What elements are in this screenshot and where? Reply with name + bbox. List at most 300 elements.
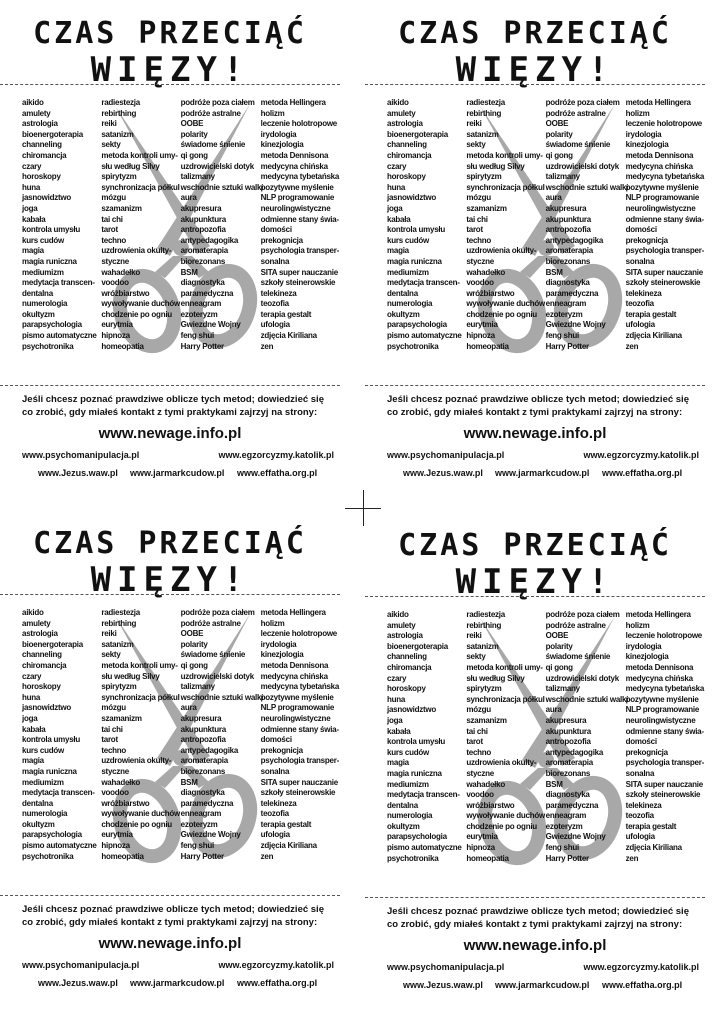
method-item: wywoływanie duchów (466, 299, 545, 309)
method-item: homeopatia (101, 341, 144, 351)
method-item: zen (625, 341, 639, 351)
method-item: Gwiezdne Wojny (545, 832, 606, 842)
method-item: akupunktura (545, 726, 591, 736)
method-item: słu według Silvy (466, 161, 525, 171)
method-item: techno (466, 235, 492, 245)
method-item: horoskopy (387, 684, 426, 694)
method-item: tai chi (466, 726, 488, 736)
method-item: astrologia (387, 119, 423, 129)
method-item: tai chi (466, 214, 488, 224)
main-url-link[interactable]: www.newage.info.pl (98, 935, 242, 952)
method-item: kurs cudów (387, 747, 429, 757)
method-item: mózgu (466, 193, 491, 203)
cut-line-bottom (0, 385, 340, 386)
cut-line-bottom (365, 897, 705, 898)
method-item: aura (545, 193, 562, 203)
method-item: uzdrowienia okulty- (101, 756, 172, 766)
method-item: chodzenie po ogniu (466, 821, 537, 831)
method-item: dentalna (22, 798, 53, 808)
method-item: aikido (22, 608, 44, 617)
method-item: astrologia (22, 629, 58, 639)
method-item: kinezjologia (625, 652, 669, 662)
method-item: bioenergoterapia (387, 129, 448, 139)
method-item: chiromancja (22, 660, 67, 670)
method-item: kurs cudów (22, 235, 64, 245)
method-item: hipnoza (466, 843, 495, 853)
flyer-title-line2: WIĘZY! (455, 50, 615, 90)
method-item: chiromancja (22, 150, 67, 160)
method-item: polarity (545, 641, 573, 651)
method-item: tarot (466, 225, 483, 235)
method-item: rebirthing (101, 618, 137, 628)
method-item: talizmany (180, 172, 215, 182)
method-item: zen (260, 851, 274, 861)
method-item: styczne (466, 768, 494, 778)
method-item: techno (101, 745, 127, 755)
method-item: zdjęcia Kiriliana (260, 841, 317, 851)
method-item: holizm (260, 618, 285, 628)
method-item: pozytywne myślenie (260, 182, 334, 192)
method-item: pozytywne myślenie (625, 182, 699, 192)
method-item: irydologia (625, 129, 662, 139)
method-item: BSM (180, 267, 198, 277)
method-item: zen (260, 341, 274, 351)
method-item: aromaterapia (180, 246, 228, 256)
method-item: diagnostyka (545, 790, 590, 800)
method-item: horoskopy (22, 172, 61, 182)
main-url-link[interactable]: www.newage.info.pl (98, 425, 242, 442)
method-item: psychologia transper- (625, 246, 704, 256)
method-item: świadome śnienie (545, 140, 611, 150)
method-item: spirytyzm (101, 682, 137, 692)
link-effatha[interactable]: www.effatha.org.pl (602, 468, 683, 478)
method-item: kabała (387, 726, 411, 736)
method-item: irydologia (260, 129, 297, 139)
method-item: metoda Dennisona (625, 662, 694, 672)
method-item: psychotronika (22, 851, 74, 861)
method-item: enneagram (545, 299, 587, 309)
method-item: holizm (625, 108, 650, 118)
method-item: synchronizacja półkul (466, 694, 545, 704)
flyer-card (365, 0, 705, 490)
method-item: terapia gestalt (625, 821, 677, 831)
method-item: sekty (466, 652, 486, 662)
link-psychomanipulacja[interactable]: www.psychomanipulacja.pl (387, 962, 505, 972)
method-item: podróże astralne (180, 108, 241, 118)
method-item: wahadełko (466, 267, 505, 277)
method-item: metoda Dennisona (260, 150, 329, 160)
method-item: akupresura (180, 713, 222, 723)
method-item: reiki (101, 119, 117, 129)
method-item: chodzenie po ogniu (466, 309, 537, 319)
method-item: huna (387, 694, 406, 704)
method-item: parapsychologia (387, 832, 447, 842)
cut-line-bottom (0, 895, 340, 896)
method-item: telekineza (625, 288, 662, 298)
method-item: chodzenie po ogniu (101, 819, 172, 829)
method-item: amulety (387, 620, 416, 630)
method-item: tai chi (101, 214, 123, 224)
method-item: psychologia transper- (260, 246, 339, 256)
method-item: czary (22, 671, 42, 681)
method-item: satanizm (101, 129, 134, 139)
method-item: świadome śnienie (545, 652, 611, 662)
method-item: świadome śnienie (180, 140, 246, 150)
method-item: reiki (466, 119, 482, 129)
method-item: szkoły steinerowskie (260, 788, 336, 798)
link-egzorcyzmy[interactable]: www.egzorcyzmy.katolik.pl (218, 450, 334, 460)
main-url-link[interactable]: www.newage.info.pl (463, 425, 607, 442)
method-item: homeopatia (466, 853, 509, 863)
method-item: NLP programowanie (260, 193, 335, 203)
crop-mark-vertical (363, 490, 364, 526)
link-jarmarkcudow[interactable]: www.jarmarkcudow.pl (495, 980, 590, 990)
method-item: czary (22, 161, 42, 171)
method-item: metoda Dennisona (260, 660, 329, 670)
methods-list (387, 98, 705, 352)
method-item: magia (22, 246, 44, 256)
method-item: holizm (625, 620, 650, 630)
method-item: jasnowidztwo (22, 703, 71, 713)
main-url-link[interactable]: www.newage.info.pl (463, 937, 607, 954)
method-item: aikido (387, 98, 409, 107)
method-item: jasnowidztwo (387, 705, 436, 715)
methods-column (626, 98, 705, 352)
methods-column (545, 610, 629, 864)
methods-column (466, 98, 545, 352)
method-item: holizm (260, 108, 285, 118)
method-item: wschodnie sztuki walki (545, 182, 629, 192)
method-item: odmienne stany świa- (625, 214, 704, 224)
method-item: biorezonans (545, 768, 591, 778)
flyer-title-line1: CZAS PRZECIĄĆ (398, 528, 672, 563)
method-item: amulety (387, 108, 416, 118)
method-item: homeopatia (466, 341, 509, 351)
method-item: podróże poza ciałem (545, 610, 620, 619)
method-item: magia runiczna (22, 256, 77, 266)
method-item: uzdrowienia okulty- (466, 758, 537, 768)
method-item: leczenie holotropowe (625, 119, 702, 129)
method-item: feng shui (180, 841, 214, 851)
method-item: amulety (22, 618, 51, 628)
link-effatha[interactable]: www.effatha.org.pl (237, 468, 318, 478)
method-item: chodzenie po ogniu (101, 309, 172, 319)
method-item: medycyna chińska (260, 161, 328, 171)
link-jarmarkcudow[interactable]: www.jarmarkcudow.pl (495, 468, 590, 478)
method-item: BSM (180, 777, 198, 787)
method-item: zdjęcia Kiriliana (625, 843, 682, 853)
method-item: terapia gestalt (260, 819, 312, 829)
method-item: psychologia transper- (625, 758, 704, 768)
method-item: eurytmia (101, 830, 133, 840)
method-item: metoda kontroli umy- (466, 662, 543, 672)
link-effatha[interactable]: www.effatha.org.pl (237, 978, 318, 988)
method-item: astrologia (387, 631, 423, 641)
link-egzorcyzmy[interactable]: www.egzorcyzmy.katolik.pl (218, 960, 334, 970)
method-item: terapia gestalt (260, 309, 312, 319)
cut-line-top (365, 84, 705, 85)
method-item: parapsychologia (22, 320, 82, 330)
method-item: metoda Hellingera (625, 98, 691, 107)
method-item: tarot (466, 737, 483, 747)
link-effatha[interactable]: www.effatha.org.pl (602, 980, 683, 990)
method-item: huna (387, 182, 406, 192)
method-item: terapia gestalt (625, 309, 677, 319)
method-item: satanizm (101, 639, 134, 649)
method-item: wschodnie sztuki walki (180, 182, 264, 192)
method-item: sonalna (625, 256, 655, 266)
link-egzorcyzmy[interactable]: www.egzorcyzmy.katolik.pl (583, 450, 699, 460)
method-item: polarity (545, 129, 573, 139)
method-item: neurolingwistyczne (260, 713, 331, 723)
method-item: wahadełko (466, 779, 505, 789)
method-item: homeopatia (101, 851, 144, 861)
method-item: pozytywne myślenie (625, 694, 699, 704)
link-egzorcyzmy[interactable]: www.egzorcyzmy.katolik.pl (583, 962, 699, 972)
method-item: kinezjologia (260, 650, 304, 660)
methods-list (22, 608, 340, 862)
method-item: diagnostyka (180, 788, 225, 798)
method-item: magia runiczna (387, 256, 442, 266)
methods-list (387, 610, 705, 864)
method-item: domości (260, 225, 292, 235)
cut-line-top (0, 594, 340, 595)
info-text: Jeśli chcesz poznać prawdziwe oblicze tych metod; dowiedzieć się co zrobić, gdy miałeś kontakt z tymi praktykami zajrzyj na strony: (387, 906, 689, 930)
method-item: synchronizacja półkul (101, 182, 180, 192)
flyer-title-line2: WIĘZY! (90, 50, 250, 90)
method-item: channeling (387, 652, 427, 662)
method-item: voodoo (101, 278, 129, 288)
method-item: ezoteryzm (545, 309, 583, 319)
method-item: hipnoza (466, 331, 495, 341)
method-item: hipnoza (101, 331, 130, 341)
method-item: uzdrowienia okulty- (466, 246, 537, 256)
method-item: antropozofia (180, 735, 226, 745)
method-item: NLP programowanie (625, 705, 700, 715)
method-item: wywoływanie duchów (101, 299, 180, 309)
method-item: teozofia (260, 809, 289, 819)
method-item: BSM (545, 779, 563, 789)
method-item: talizmany (545, 684, 580, 694)
method-item: neurolingwistyczne (625, 203, 696, 213)
method-item: zen (625, 853, 639, 863)
method-item: czary (387, 161, 407, 171)
method-item: qi gong (180, 150, 208, 160)
method-item: radiestezja (466, 610, 505, 619)
method-item: odmienne stany świa- (260, 724, 339, 734)
method-item: sekty (466, 140, 486, 150)
method-item: leczenie holotropowe (260, 119, 337, 129)
method-item: kontrola umysłu (387, 737, 446, 747)
method-item: akupresura (545, 203, 587, 213)
method-item: numerologia (22, 809, 68, 819)
method-item: uzdrowicielski dotyk (545, 673, 619, 683)
method-item: chiromancja (387, 150, 432, 160)
method-item: psychotronika (387, 341, 439, 351)
method-item: uzdrowicielski dotyk (545, 161, 619, 171)
method-item: medycyna tybetańska (625, 684, 705, 694)
method-item: OOBE (180, 629, 204, 639)
method-item: tarot (101, 735, 118, 745)
method-item: mediumizm (22, 777, 64, 787)
flyer-card (365, 512, 705, 1002)
method-item: bioenergoterapia (387, 641, 448, 651)
link-psychomanipulacja[interactable]: www.psychomanipulacja.pl (387, 450, 505, 460)
method-item: okultyzm (387, 821, 420, 831)
method-item: antypedagogika (545, 747, 604, 757)
link-jezus[interactable]: www.Jezus.waw.pl (403, 468, 483, 478)
method-item: jasnowidztwo (22, 193, 71, 203)
method-item: telekineza (260, 288, 297, 298)
link-psychomanipulacja[interactable]: www.psychomanipulacja.pl (22, 960, 140, 970)
method-item: ezoteryzm (545, 821, 583, 831)
method-item: uzdrowienia okulty- (101, 246, 172, 256)
method-item: świadome śnienie (180, 650, 246, 660)
method-item: sonalna (260, 256, 290, 266)
method-item: wróżbiarstwo (466, 800, 515, 810)
method-item: Harry Potter (180, 341, 224, 351)
method-item: BSM (545, 267, 563, 277)
method-item: OOBE (180, 119, 204, 129)
method-item: okultyzm (387, 309, 420, 319)
method-item: channeling (22, 140, 62, 150)
cut-line-top (0, 84, 340, 85)
method-item: dentalna (22, 288, 53, 298)
method-item: odmienne stany świa- (625, 726, 704, 736)
method-item: słu według Silvy (101, 161, 160, 171)
method-item: wschodnie sztuki walki (180, 692, 264, 702)
method-item: uzdrowicielski dotyk (180, 671, 254, 681)
method-item: medytacja transcen- (22, 278, 95, 288)
method-item: zdjęcia Kiriliana (260, 331, 317, 341)
methods-column (545, 98, 629, 352)
method-item: spirytyzm (466, 684, 502, 694)
method-item: teozofia (625, 811, 654, 821)
method-item: magia (22, 756, 44, 766)
method-item: parapsychologia (22, 830, 82, 840)
methods-column (22, 608, 101, 862)
method-item: medycyna tybetańska (260, 682, 340, 692)
method-item: medycyna chińska (625, 161, 693, 171)
method-item: wróżbiarstwo (101, 288, 150, 298)
flyer-title-line1: CZAS PRZECIĄĆ (33, 526, 307, 561)
method-item: numerologia (387, 811, 433, 821)
link-jezus[interactable]: www.Jezus.waw.pl (403, 980, 483, 990)
link-jarmarkcudow[interactable]: www.jarmarkcudow.pl (130, 468, 225, 478)
method-item: Gwiezdne Wojny (180, 830, 241, 840)
methods-column (387, 98, 466, 352)
method-item: domości (625, 737, 657, 747)
method-item: paramedyczna (180, 288, 234, 298)
link-jezus[interactable]: www.Jezus.waw.pl (38, 978, 118, 988)
method-item: rebirthing (101, 108, 137, 118)
method-item: Harry Potter (180, 851, 224, 861)
method-item: aromaterapia (180, 756, 228, 766)
method-item: wschodnie sztuki walki (545, 694, 629, 704)
methods-list (22, 98, 340, 352)
method-item: biorezonans (180, 256, 226, 266)
method-item: aura (180, 193, 197, 203)
method-item: magia runiczna (22, 766, 77, 776)
method-item: diagnostyka (545, 278, 590, 288)
method-item: irydologia (625, 641, 662, 651)
method-item: astrologia (22, 119, 58, 129)
link-psychomanipulacja[interactable]: www.psychomanipulacja.pl (22, 450, 140, 460)
method-item: magia runiczna (387, 768, 442, 778)
method-item: okultyzm (22, 309, 55, 319)
method-item: pismo automatyczne (387, 843, 462, 853)
flyer-title-line1: CZAS PRZECIĄĆ (398, 16, 672, 51)
link-jarmarkcudow[interactable]: www.jarmarkcudow.pl (130, 978, 225, 988)
method-item: neurolingwistyczne (625, 715, 696, 725)
method-item: prekognicja (260, 235, 303, 245)
method-item: szamanizm (101, 203, 142, 213)
method-item: magia (387, 246, 409, 256)
method-item: aura (180, 703, 197, 713)
method-item: antypedagogika (545, 235, 604, 245)
method-item: szkoły steinerowskie (625, 790, 701, 800)
method-item: prekognicja (260, 745, 303, 755)
method-item: wywoływanie duchów (466, 811, 545, 821)
method-item: horoskopy (387, 172, 426, 182)
method-item: antypedagogika (180, 235, 239, 245)
method-item: leczenie holotropowe (260, 629, 337, 639)
method-item: numerologia (387, 299, 433, 309)
method-item: kinezjologia (625, 140, 669, 150)
method-item: aromaterapia (545, 758, 593, 768)
method-item: metoda kontroli umy- (101, 150, 178, 160)
method-item: enneagram (180, 299, 222, 309)
method-item: teozofia (260, 299, 289, 309)
methods-column (261, 608, 340, 862)
method-item: channeling (22, 650, 62, 660)
method-item: synchronizacja półkul (101, 692, 180, 702)
method-item: szamanizm (466, 715, 507, 725)
method-item: teozofia (625, 299, 654, 309)
method-item: mózgu (466, 705, 491, 715)
method-item: huna (22, 182, 41, 192)
method-item: enneagram (545, 811, 587, 821)
info-text: Jeśli chcesz poznać prawdziwe oblicze tych metod; dowiedzieć się co zrobić, gdy miałeś kontakt z tymi praktykami zajrzyj na strony: (22, 904, 324, 928)
method-item: leczenie holotropowe (625, 631, 702, 641)
method-item: rebirthing (466, 620, 502, 630)
method-item: numerologia (22, 299, 68, 309)
methods-column (180, 608, 264, 862)
method-item: huna (22, 692, 41, 702)
method-item: aura (545, 705, 562, 715)
method-item: spirytyzm (466, 172, 502, 182)
methods-column (466, 610, 545, 864)
method-item: kabała (22, 724, 46, 734)
method-item: OOBE (545, 631, 569, 641)
method-item: Gwiezdne Wojny (545, 320, 606, 330)
method-item: pismo automatyczne (387, 331, 462, 341)
method-item: Harry Potter (545, 853, 589, 863)
method-item: sonalna (260, 766, 290, 776)
method-item: styczne (466, 256, 494, 266)
method-item: psychotronika (22, 341, 74, 351)
method-item: wahadełko (101, 267, 140, 277)
method-item: hipnoza (101, 841, 130, 851)
methods-column (626, 610, 705, 864)
method-item: SITA super nauczanie (260, 777, 338, 787)
method-item: mózgu (101, 703, 126, 713)
method-item: styczne (101, 766, 129, 776)
link-jezus[interactable]: www.Jezus.waw.pl (38, 468, 118, 478)
method-item: medytacja transcen- (22, 788, 95, 798)
method-item: ezoteryzm (180, 309, 218, 319)
method-item: parapsychologia (387, 320, 447, 330)
